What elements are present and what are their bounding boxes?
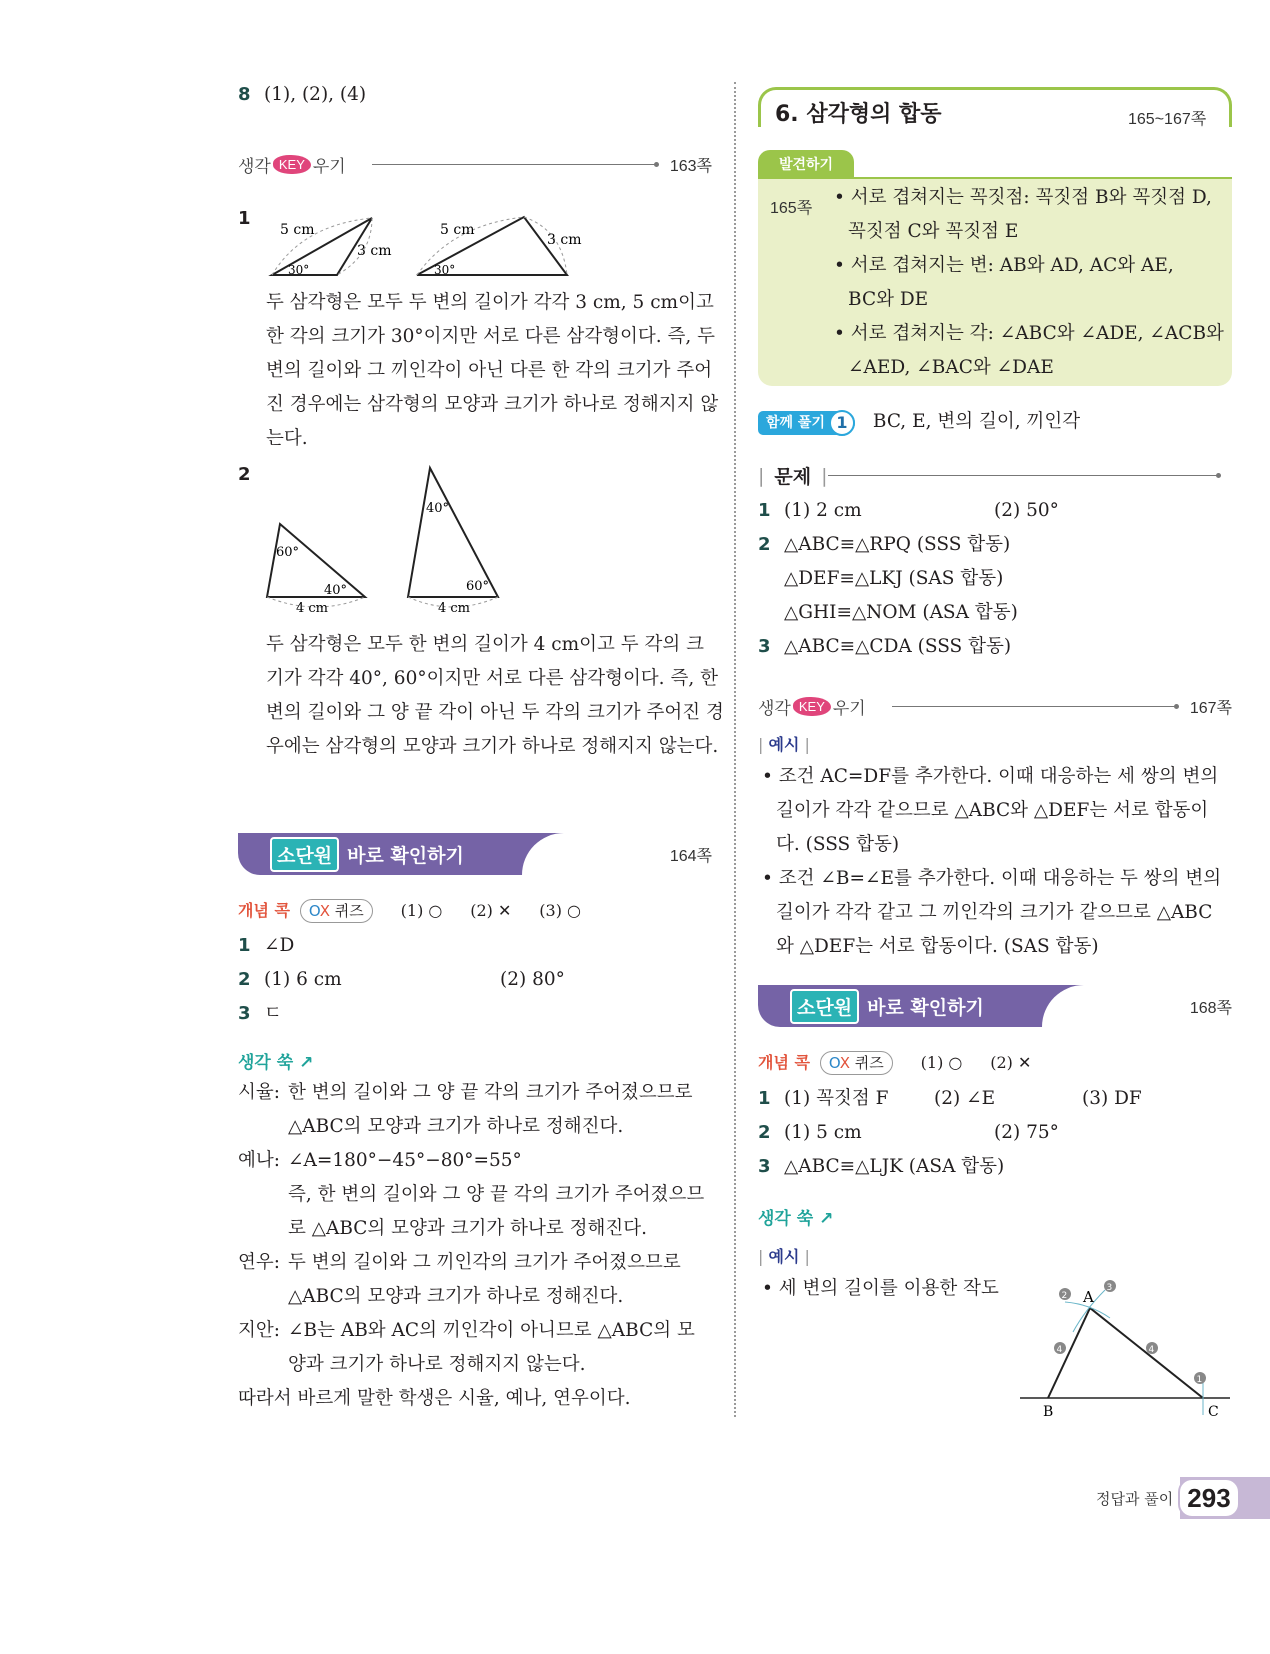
unit-check-header-left: 소단원 바로 확인하기 164쪽 (238, 833, 712, 875)
think-explanations: 시율: 한 변의 길이와 그 양 끝 각의 크기가 주어졌으므로 △ABC의 모양과 크기가 하나로 정해진다. 예나: ∠A=180°−45°−80°=55° 즉, 한 변의 길이와 그 양 끝 각의 크기가 주어졌으므 로 △ABC의 모양과 크기가 하나로 정해진다. 연우: 두 변의 길이와 그 끼인각의 크기가 주어졌으므로 △ABC의 모양과 크기가 하나로 정해진다. 지안: ∠B는 AB와 AC의 끼인각이 아니므로 △ABC의 모 양과 크기가 하나로 정해지지 않는다. 따라서 바르게 말한 학생은 시율, 예나, 연우이다. (238, 1082, 705, 1409)
triangles-figure-2 (262, 462, 522, 622)
item-1-number: 1 (238, 208, 251, 229)
svg-text:40°: 40° (426, 501, 450, 516)
svg-text:1: 1 (1196, 1375, 1203, 1385)
column-divider (734, 82, 736, 1417)
svg-text:4: 4 (1056, 1345, 1063, 1355)
svg-text:30°: 30° (288, 263, 310, 277)
example-label-2: | 예시 | (758, 1247, 810, 1266)
item-2-explanation: 두 삼각형은 모두 한 변의 길이가 4 cm이고 두 각의 크 기가 각각 40°, 60°이지만 서로 다른 삼각형이다. 즉, 한 변의 길이와 그 양 끝 각이 아닌 두 각의 크기가 주어진 경 우에는 삼각형의 모양과 크기가 하나로 정해지지 않는다. (266, 634, 724, 757)
discover-tab: 발견하기 (758, 150, 854, 178)
page-number: 293 (1178, 1478, 1240, 1518)
svg-text:3: 3 (1106, 1283, 1113, 1293)
svg-text:3 cm: 3 cm (547, 232, 582, 248)
construction-figure (1015, 1270, 1235, 1420)
example-label: | 예시 | (758, 735, 810, 754)
key-section-header: 생각 KEY 우기 163쪽 (238, 157, 712, 177)
chapter-pages: 165~167쪽 (1128, 111, 1207, 128)
unit-answers-right: 1 (1) 꼭짓점 F (2) ∠E (3) DF 2 (1) 5 cm (2) 75° 3 △ABC≡△LJK (ASA 합동) (758, 1088, 1142, 1177)
svg-text:60°: 60° (276, 545, 300, 560)
item-2-number: 2 (238, 464, 251, 485)
discover-box: 165쪽 • 서로 겹쳐지는 꼭짓점: 꼭짓점 B와 꼭짓점 D, 꼭짓점 C와 꼭짓점 E • 서로 겹쳐지는 변: AB와 AD, AC와 AE, BC와 DE • 서로 겹쳐지는 각: ∠ABC와 ∠ADE, ∠ACB와 ∠AED, ∠BAC와 ∠DAE (758, 177, 1232, 386)
svg-text:4 cm: 4 cm (438, 601, 471, 616)
svg-text:60°: 60° (466, 579, 490, 594)
together-badge: 함께 풀기 1 (758, 411, 855, 435)
svg-text:4 cm: 4 cm (296, 601, 329, 616)
together-solve: 함께 풀기 1 BC, E, 변의 길이, 끼인각 (758, 405, 1080, 439)
item-1-explanation: 두 삼각형은 모두 두 변의 길이가 각각 3 cm, 5 cm이고 한 각의 크기가 30°이지만 서로 다른 삼각형이다. 즉, 두 변의 길이와 그 끼인각이 아닌 다른 한 각의 크기가 주어 진 경우에는 삼각형의 모양과 크기가 하나로 정해지지 않 는다. (266, 292, 719, 449)
ox-quiz-badge: OX 퀴즈 (300, 899, 373, 923)
problem-answers: 1 (1) 2 cm (2) 50° 2 △ABC≡△RPQ (SSS 합동) △DEF≡△LKJ (SAS 합동) △GHI≡△NOM (ASA 합동) 3 △ABC≡△CDA (SSS 합동) (758, 500, 1059, 657)
key-blob-icon: KEY (273, 155, 311, 174)
svg-text:5 cm: 5 cm (280, 222, 315, 238)
construction-text: • 세 변의 길이를 이용한 작도 (762, 1278, 999, 1299)
rising-arrow-icon: ↗ (819, 1209, 834, 1229)
unit-check-header-right: 소단원 바로 확인하기 168쪽 (758, 985, 1232, 1027)
problems-header: | 문제 | (758, 462, 1232, 489)
svg-text:B: B (1043, 1404, 1054, 1420)
svg-text:30°: 30° (434, 263, 456, 277)
rising-arrow-icon: ↗ (299, 1053, 314, 1073)
svg-text:4: 4 (1148, 1345, 1155, 1355)
divider-line (372, 164, 656, 165)
think-section-right: 생각 쑥 ↗ (758, 1209, 834, 1229)
svg-text:2: 2 (1061, 1291, 1068, 1301)
svg-text:A: A (1083, 1288, 1094, 1306)
svg-text:3 cm: 3 cm (357, 243, 392, 259)
svg-text:40°: 40° (324, 583, 348, 598)
triangles-figure-1 (262, 210, 582, 282)
svg-text:5 cm: 5 cm (440, 222, 475, 238)
chapter-title: 6. 삼각형의 합동 (775, 102, 942, 127)
unit-answers-left: 1 ∠D 2 (1) 6 cm (2) 80° 3 ㄷ (238, 935, 565, 1024)
answer-8: 8 (1), (2), (4) (238, 84, 367, 105)
key-blob-icon: KEY (793, 697, 831, 716)
concept-ox-quiz-right: 개념 콕 OX 퀴즈 (1) ○ (2) ✕ (758, 1046, 1031, 1080)
svg-text:C: C (1208, 1404, 1219, 1420)
key-explanations: • 조건 AC=DF를 추가한다. 이때 대응하는 세 쌍의 변의 길이가 각각 같으므로 △ABC와 △DEF는 서로 합동이 다. (SSS 합동) • 조건 ∠B=∠E를 추가한다. 이때 대응하는 두 쌍의 변의 길이가 각각 같고 그 끼인각의 크기가 같으므로 △ABC 와 △DEF는 서로 합동이다. (SAS 합동) (762, 766, 1222, 957)
concept-ox-quiz-left: 개념 콕 OX 퀴즈 (1) ○ (2) ✕ (3) ○ (238, 894, 581, 928)
think-section-left: 생각 쑥 ↗ (238, 1053, 314, 1073)
key-section-header-right: 생각 KEY 우기 167쪽 (758, 699, 1232, 719)
ox-quiz-badge: OX 퀴즈 (820, 1051, 893, 1075)
footer-label: 정답과 풀이 (1096, 1490, 1174, 1508)
